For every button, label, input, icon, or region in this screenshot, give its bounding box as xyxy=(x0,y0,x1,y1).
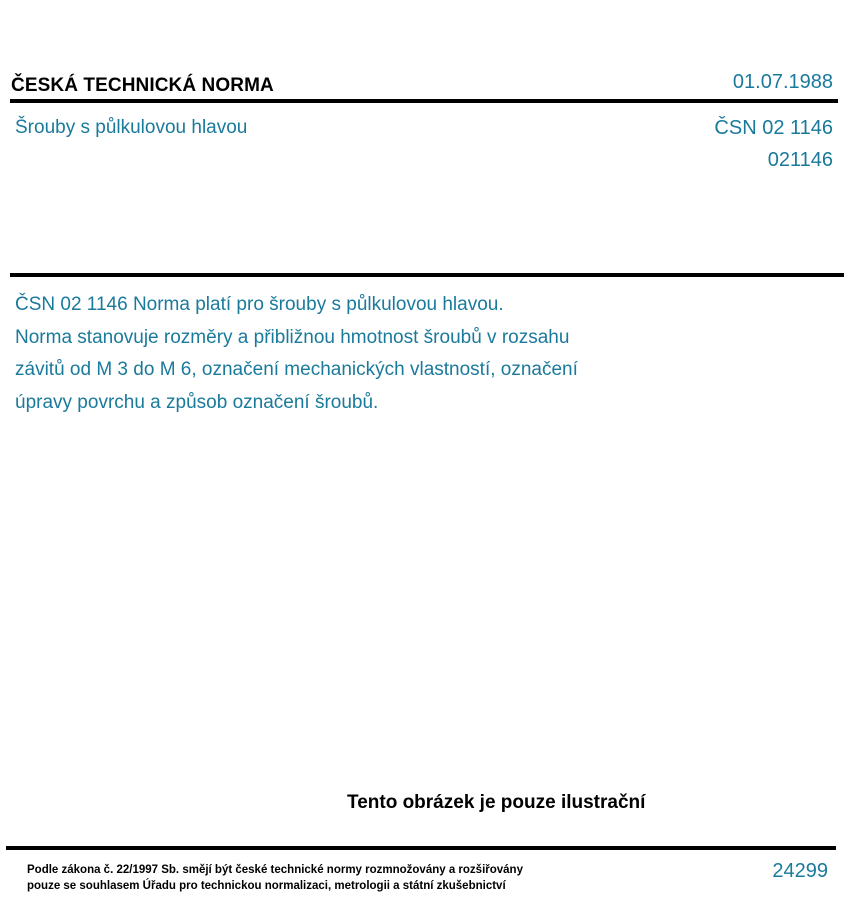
illustration-notice: Tento obrázek je pouze ilustrační xyxy=(347,792,646,813)
document-id: 24299 xyxy=(772,860,828,882)
abstract-line: závitů od M 3 do M 6, označení mechanických vlastností, označení xyxy=(15,359,578,380)
section-divider xyxy=(10,273,844,277)
catalog-number: 021146 xyxy=(767,149,833,171)
document-subject: Šrouby s půlkulovou hlavou xyxy=(15,117,248,138)
footer-divider xyxy=(6,846,836,850)
abstract-line: ČSN 02 1146 Norma platí pro šrouby s půlkulovou hlavou. xyxy=(15,294,504,315)
abstract-text xyxy=(15,289,578,419)
effective-date: 01.07.1988 xyxy=(732,71,833,93)
abstract-line: úpravy povrchu a způsob označení šroubů. xyxy=(15,391,379,413)
standard-header-title: ČESKÁ TECHNICKÁ NORMA xyxy=(11,75,274,96)
abstract-line: Norma stanovuje rozměry a přibližnou hmotnost šroubů v rozsahu xyxy=(15,326,570,348)
legal-line: Podle zákona č. 22/1997 Sb. smějí být české technické normy rozmnožovány a rozšiřovány xyxy=(27,864,523,876)
legal-notice xyxy=(27,862,523,894)
standard-code: ČSN 02 1146 xyxy=(714,117,833,139)
header-divider xyxy=(10,99,838,103)
legal-line: pouze se souhlasem Úřadu pro technickou normalizaci, metrologii a státní zkušebnictví xyxy=(27,880,506,892)
